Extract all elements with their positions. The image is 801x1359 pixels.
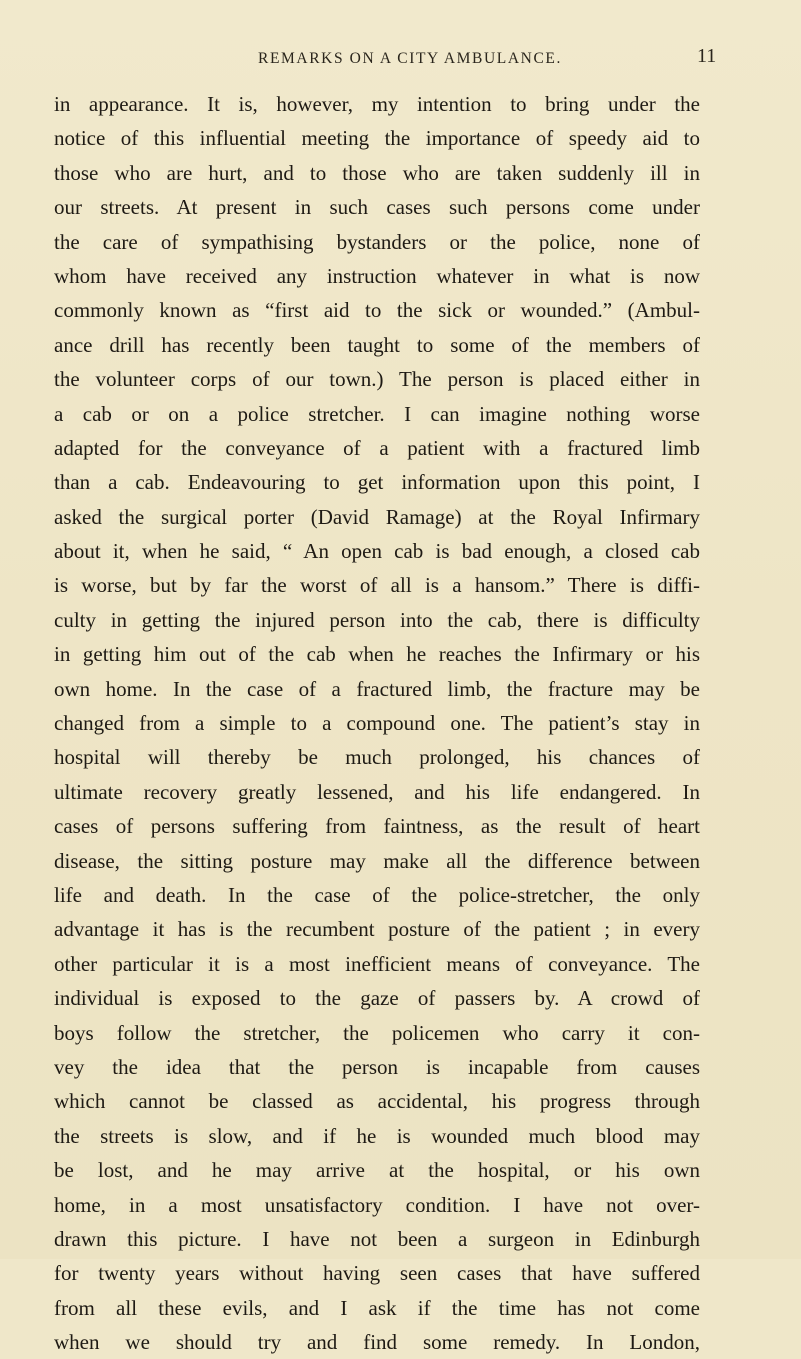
text-line: home, in a most unsatisfactory condition. I have not over- bbox=[54, 1192, 700, 1217]
text-line: culty in getting the injured person into the cab, there is difficulty bbox=[54, 607, 700, 632]
text-line: a cab or on a police stretcher. I can imagine nothing worse bbox=[54, 401, 700, 426]
text-line: in getting him out of the cab when he reaches the Infirmary or his bbox=[54, 642, 700, 667]
text-line: adapted for the conveyance of a patient with a fractured limb bbox=[54, 435, 700, 460]
text-line: ultimate recovery greatly lessened, and his life endangered. In bbox=[54, 779, 700, 804]
text-line: notice of this influential meeting the importance of speedy aid to bbox=[54, 126, 700, 151]
text-line: vey the idea that the person is incapable from causes bbox=[54, 1054, 700, 1079]
text-line: boys follow the stretcher, the policemen who carry it con- bbox=[54, 1020, 700, 1045]
text-line: whom have received any instruction whatever in what is now bbox=[54, 263, 700, 288]
text-line: the care of sympathising bystanders or the police, none of bbox=[54, 229, 700, 254]
text-line: individual is exposed to the gaze of passers by. A crowd of bbox=[54, 986, 700, 1011]
text-line: about it, when he said, “ An open cab is bad enough, a closed cab bbox=[54, 539, 700, 564]
text-line: changed from a simple to a compound one. The patient’s stay in bbox=[54, 711, 700, 736]
text-line: when we should try and find some remedy. In London, bbox=[54, 1330, 700, 1355]
text-line: drawn this picture. I have not been a surgeon in Edinburgh bbox=[54, 1226, 700, 1251]
text-line: than a cab. Endeavouring to get information upon this point, I bbox=[54, 470, 700, 495]
text-line: for twenty years without having seen cases that have suffered bbox=[54, 1261, 700, 1286]
text-line: commonly known as “first aid to the sick or wounded.” (Ambul- bbox=[54, 298, 700, 323]
text-line: life and death. In the case of the police-stretcher, the only bbox=[54, 882, 700, 907]
text-line: which cannot be classed as accidental, his progress through bbox=[54, 1089, 700, 1114]
text-line: ance drill has recently been taught to some of the members of bbox=[54, 332, 700, 357]
text-line: our streets. At present in such cases such persons come under bbox=[54, 195, 700, 220]
text-line: those who are hurt, and to those who are taken suddenly ill in bbox=[54, 160, 700, 185]
text-line: from all these evils, and I ask if the time has not come bbox=[54, 1295, 700, 1320]
text-line: be lost, and he may arrive at the hospital, or his own bbox=[54, 1158, 700, 1183]
page-number: 11 bbox=[697, 45, 717, 67]
text-line: in appearance. It is, however, my intention to bring under the bbox=[54, 92, 700, 116]
text-line: advantage it has is the recumbent posture of the patient ; in every bbox=[54, 917, 700, 942]
text-line: hospital will thereby be much prolonged, his chances of bbox=[54, 745, 700, 770]
body-text bbox=[54, 87, 700, 1359]
text-line: other particular it is a most inefficient means of conveyance. The bbox=[54, 951, 700, 976]
text-line: the volunteer corps of our town.) The person is placed either in bbox=[54, 367, 700, 392]
running-head: REMARKS ON A CITY AMBULANCE. bbox=[258, 50, 562, 67]
text-line: is worse, but by far the worst of all is a hansom.” There is diffi- bbox=[54, 573, 700, 598]
text-line: own home. In the case of a fractured limb, the fracture may be bbox=[54, 676, 700, 701]
text-line: cases of persons suffering from faintness, as the result of heart bbox=[54, 814, 700, 839]
text-line: asked the surgical porter (David Ramage) at the Royal Infirmary bbox=[54, 504, 700, 529]
text-line: the streets is slow, and if he is wounded much blood may bbox=[54, 1123, 700, 1148]
text-line: disease, the sitting posture may make all the difference between bbox=[54, 848, 700, 873]
